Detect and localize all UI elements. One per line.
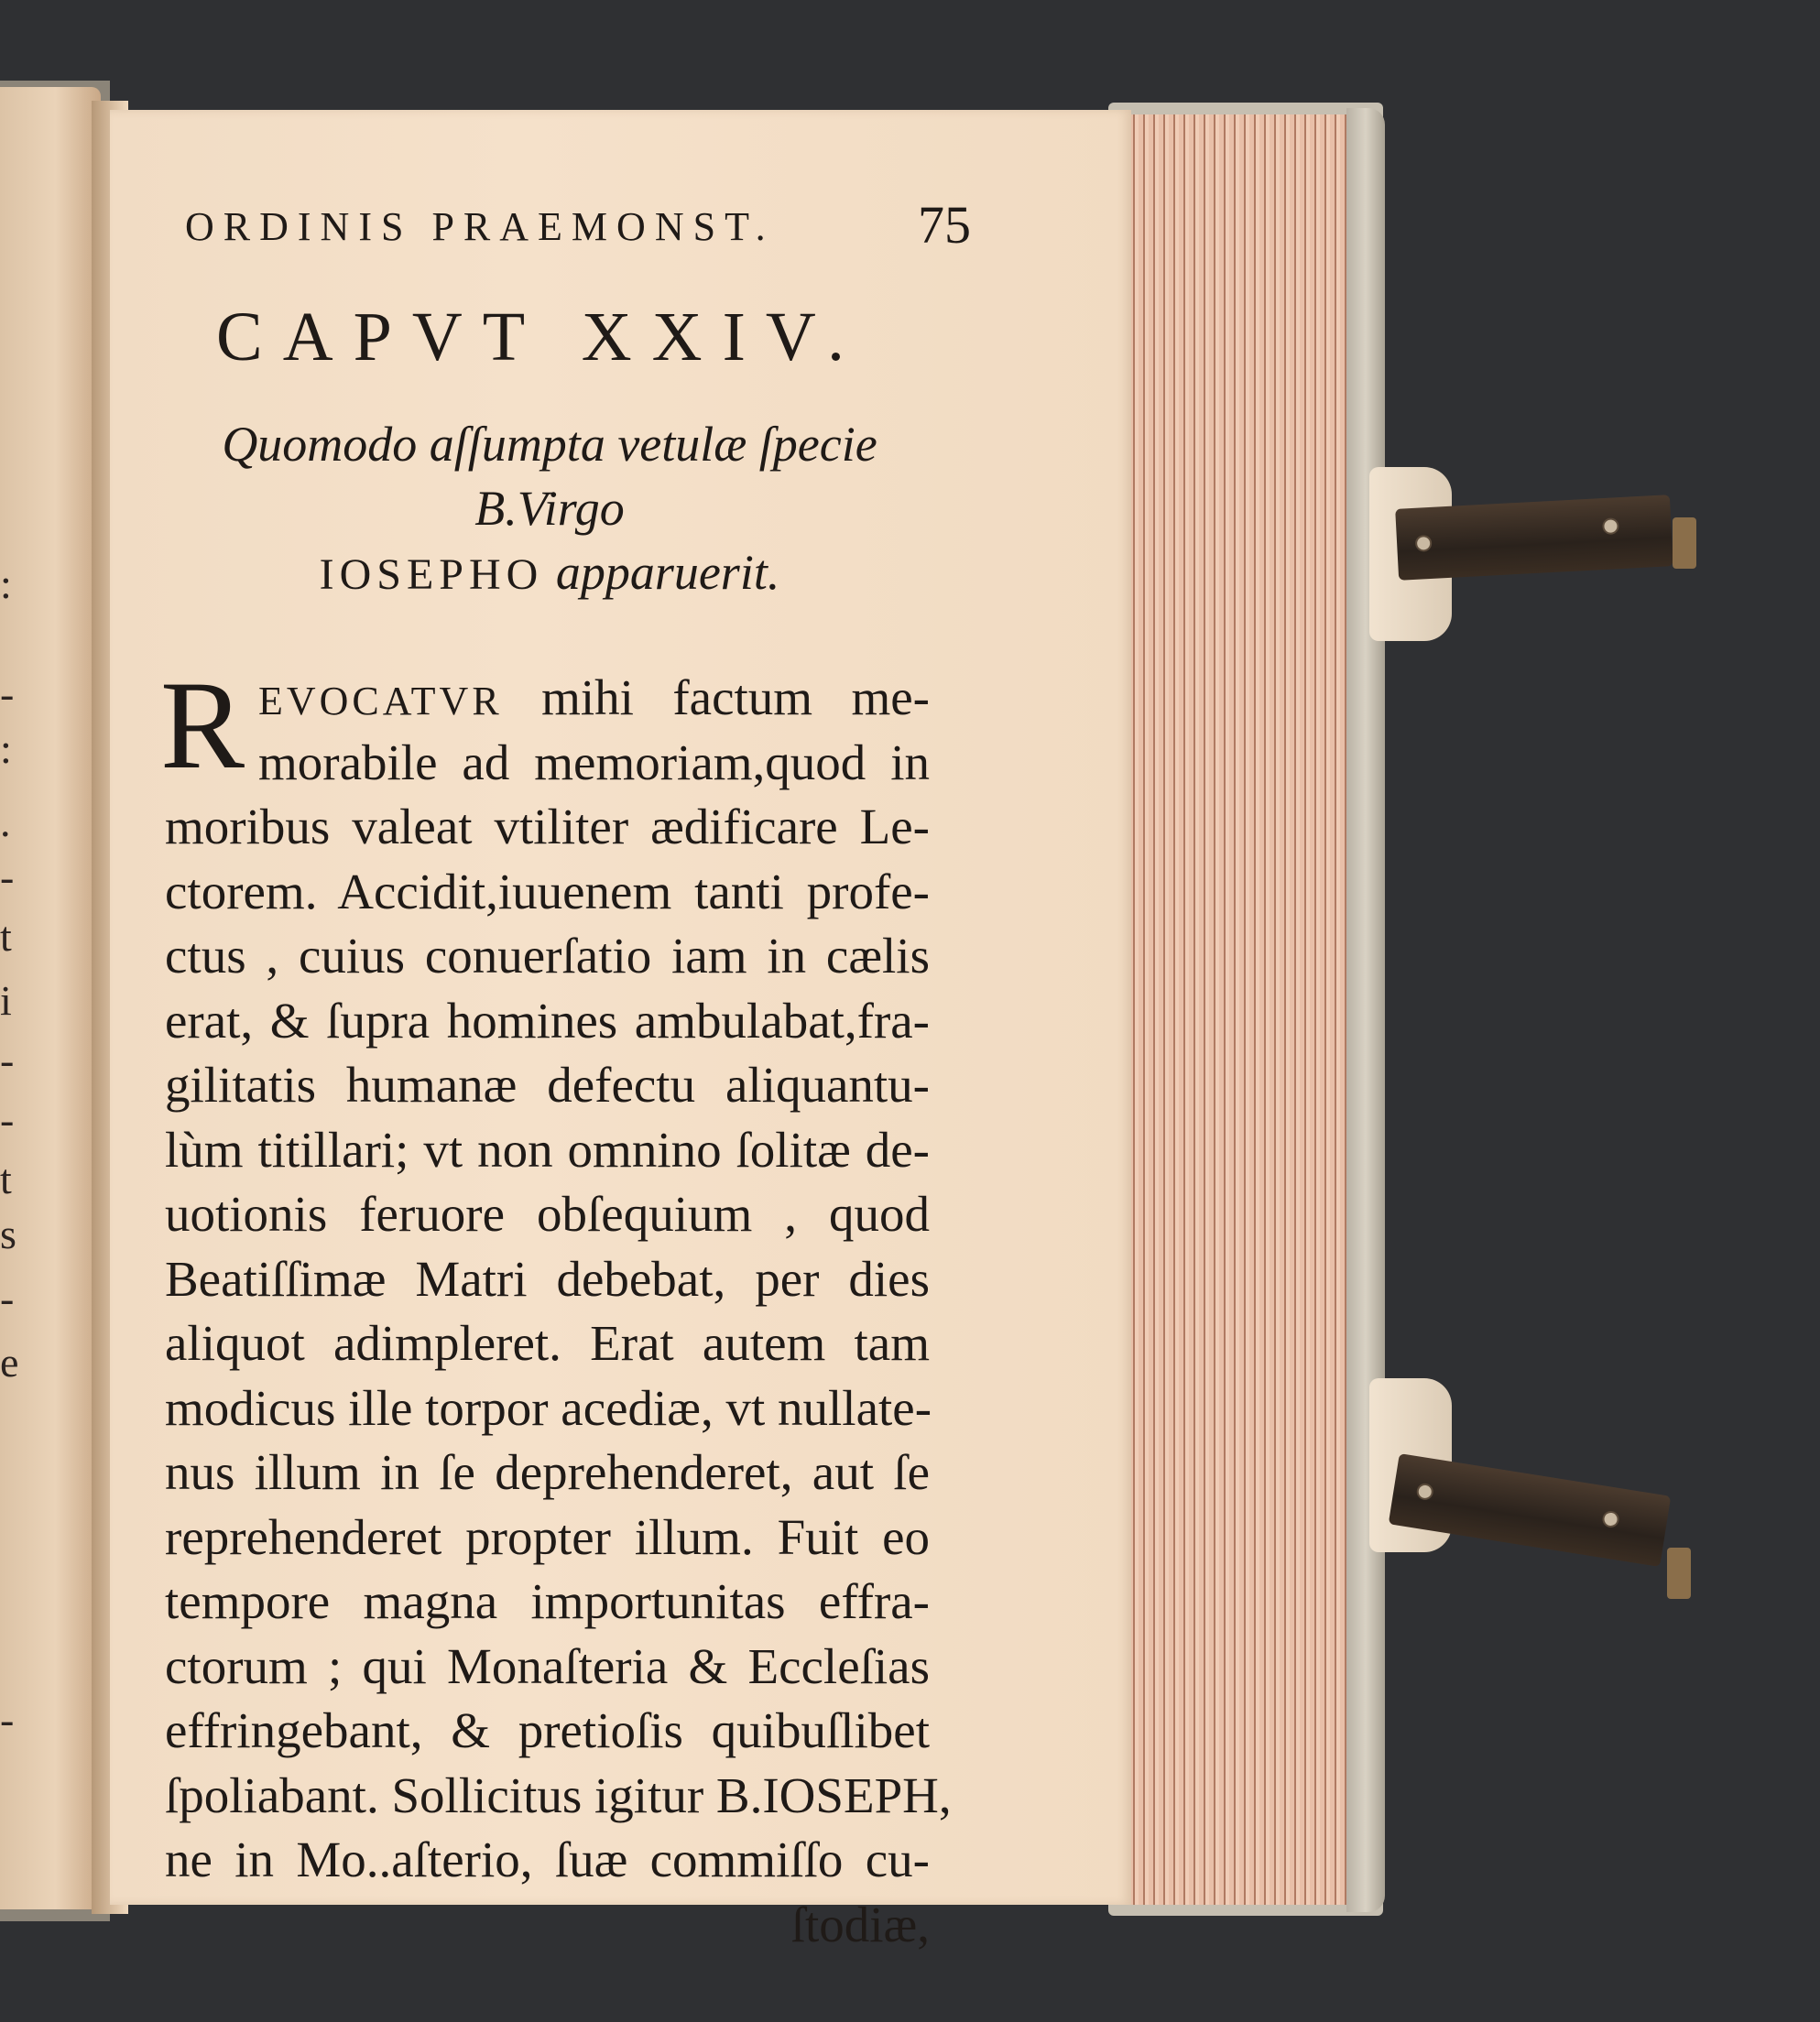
- clasp-tip-upper: [1673, 517, 1696, 569]
- rivet: [1601, 1510, 1620, 1529]
- text-line: morabile ad memoriam,quod in: [258, 734, 930, 790]
- text-line: nus illum in ſe deprehenderet, aut ſe: [165, 1444, 930, 1500]
- text-line: moribus valeat vtiliter ædificare Le-: [165, 799, 930, 854]
- left-margin-fragment: :: [0, 560, 12, 607]
- left-margin-fragment: -: [0, 1096, 15, 1143]
- text-line: ne in Mo..aſterio, ſuæ commiſſo cu-: [165, 1832, 930, 1887]
- rivet: [1602, 517, 1619, 535]
- text-line: ctorum ; qui Monaſteria & Eccleſias: [165, 1637, 930, 1694]
- text-line: ctus , cuius conuerſatio iam in cælis: [165, 928, 930, 984]
- left-margin-fragment: .: [0, 799, 11, 845]
- chapter-subtitle: [165, 412, 934, 607]
- left-margin-fragment: e: [0, 1339, 19, 1386]
- rivet: [1415, 535, 1433, 552]
- page-block-edges: [1128, 114, 1362, 1905]
- text-line: modicus ille torpor acediæ, vt nullate-: [165, 1379, 932, 1436]
- body-text: [160, 655, 952, 1957]
- text-line: [165, 666, 930, 731]
- line-text: mihi factum me-: [502, 669, 930, 725]
- running-header: [165, 183, 971, 255]
- drop-cap: R: [160, 655, 245, 795]
- text-line: aliquot adimpleret. Erat autem tam: [165, 1315, 930, 1371]
- page-number: 75: [918, 195, 971, 255]
- catchword: ſtodiæ,: [790, 1896, 930, 1952]
- text-line: effringebant, & pretioſis quibuſlibet: [165, 1702, 930, 1758]
- left-margin-fragment: -: [0, 1696, 15, 1743]
- left-page-edge: [0, 87, 101, 1909]
- clasp-tip-lower: [1667, 1548, 1691, 1599]
- subtitle-rest: apparuerit.: [555, 545, 780, 600]
- rivet: [1415, 1483, 1434, 1502]
- text-line: reprehenderet propter illum. Fuit eo: [165, 1508, 930, 1565]
- left-margin-fragment: i: [0, 977, 12, 1024]
- chapter-heading: CAPVT XXIV.: [216, 299, 865, 375]
- left-margin-fragment: -: [0, 853, 15, 900]
- subtitle-name: IOSEPHO: [319, 550, 544, 599]
- cover-fore-edge: [1346, 108, 1385, 1912]
- subtitle-line-2: [165, 540, 934, 607]
- left-margin-fragment: t: [0, 913, 12, 960]
- text-line: Beatiſſimæ Matri debebat, per dies: [165, 1250, 930, 1307]
- left-margin-fragment: s: [0, 1211, 16, 1257]
- running-head: ORDINIS PRAEMONST.: [185, 204, 775, 249]
- clasp-strap-upper: [1395, 495, 1673, 581]
- left-margin-fragment: -: [0, 1275, 15, 1321]
- text-line: erat, & ſupra homines ambulabat,fra-: [165, 992, 930, 1049]
- text-line: ctorem. Accidit,iuuenem tanti profe-: [165, 863, 930, 919]
- text-block: [160, 183, 971, 1957]
- left-margin-fragment: -: [0, 670, 15, 717]
- left-margin-fragment: -: [0, 1037, 15, 1083]
- left-margin-fragment: :: [0, 725, 12, 772]
- left-margin-fragment: t: [0, 1156, 12, 1202]
- text-line: gilitatis humanæ defectu aliquantu-: [165, 1057, 930, 1113]
- text-line: tempore magna importunitas effra-: [165, 1573, 930, 1629]
- text-line: ſpoliabant. Sollicitus igitur B.IOSEPH,: [165, 1767, 952, 1823]
- subtitle-line-1: Quomodo aſſumpta vetulæ ſpecie B.Virgo: [222, 417, 877, 536]
- text-line: lùm titillari; vt non omnino ſolitæ de-: [165, 1121, 930, 1178]
- line-small-caps: EVOCATVR: [258, 679, 503, 723]
- text-line: uotionis feruore obſequium , quod: [165, 1186, 930, 1242]
